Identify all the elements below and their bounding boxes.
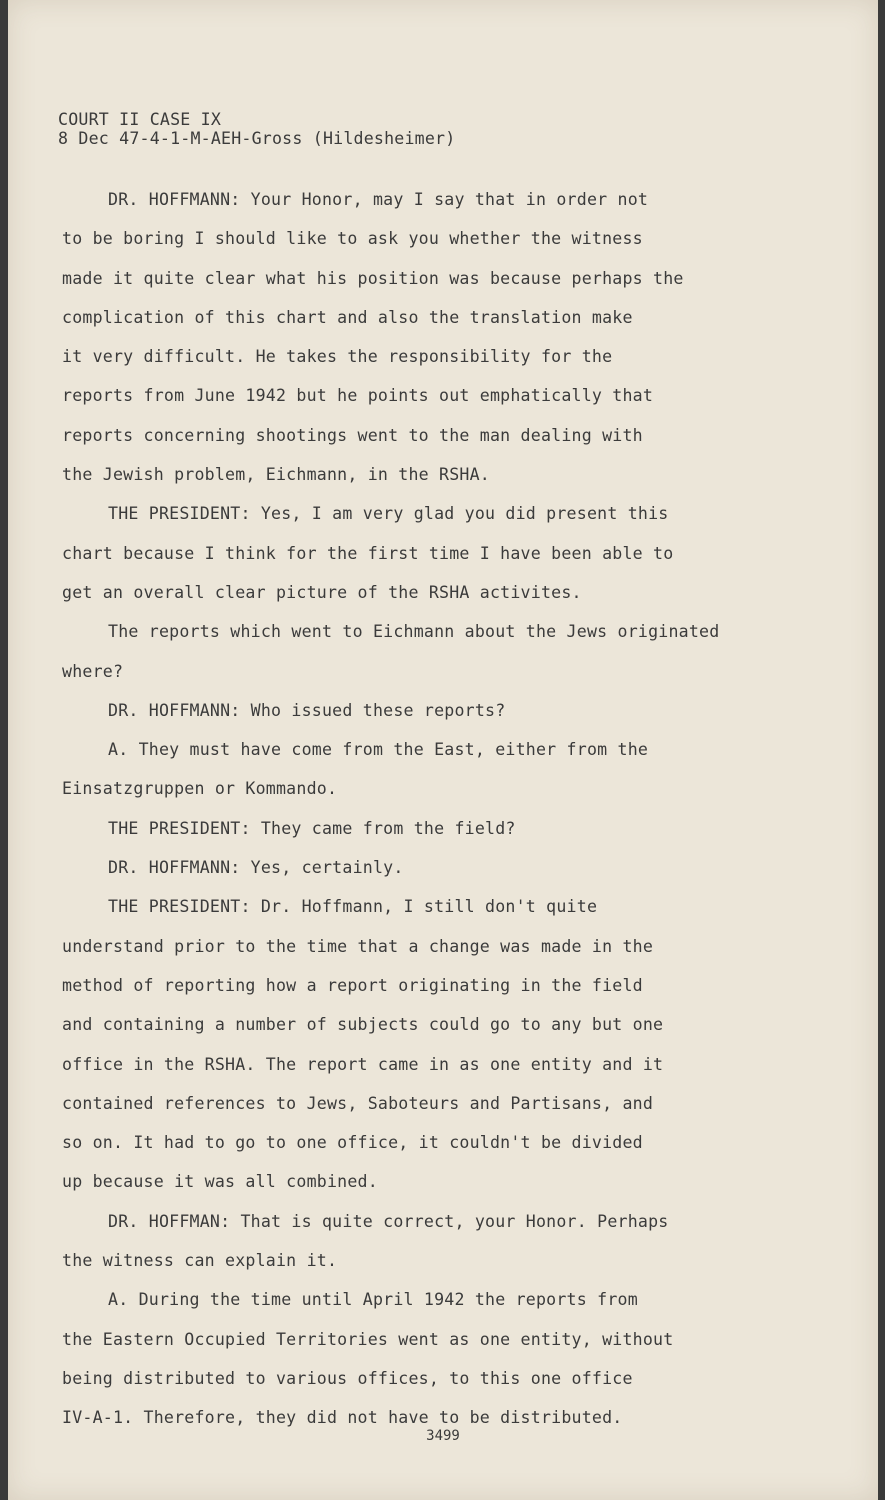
transcript-line: THE PRESIDENT: Dr. Hoffmann, I still don't quite <box>108 897 598 917</box>
transcript-line: A. During the time until April 1942 the reports from <box>108 1290 638 1310</box>
transcript-line: reports concerning shootings went to the man dealing with <box>62 425 643 445</box>
transcript-line: get an overall clear picture of the RSHA activites. <box>62 582 582 602</box>
transcript-line: the Jewish problem, Eichmann, in the RSHA. <box>62 465 490 485</box>
date-reference-line: 8 Dec 47-4-1-M-AEH-Gross (Hildesheimer) <box>58 129 456 148</box>
transcript-line: being distributed to various offices, to this one office <box>62 1368 633 1388</box>
transcript-line: The reports which went to Eichmann about the Jews originated <box>108 622 720 642</box>
transcript-line: made it quite clear what his position was because perhaps the <box>62 268 684 288</box>
document-header <box>58 110 455 148</box>
transcript-line: office in the RSHA. The report came in as one entity and it <box>62 1054 664 1074</box>
court-case-line: COURT II CASE IX <box>58 110 222 129</box>
transcript-line: DR. HOFFMAN: That is quite correct, your Honor. Perhaps <box>108 1211 669 1231</box>
transcript-line: method of reporting how a report originating in the field <box>62 975 643 995</box>
transcript-line: the Eastern Occupied Territories went as one entity, without <box>62 1329 674 1349</box>
transcript-line: A. They must have come from the East, either from the <box>108 740 649 760</box>
transcript-line: reports from June 1942 but he points out emphatically that <box>62 386 654 406</box>
transcript-line: THE PRESIDENT: They came from the field? <box>108 818 516 838</box>
transcript-line: DR. HOFFMANN: Who issued these reports? <box>108 700 506 720</box>
transcript-line: it very difficult. He takes the responsibility for the <box>62 347 613 367</box>
transcript-line: IV-A-1. Therefore, they did not have to be distributed. <box>62 1408 623 1428</box>
transcript-line: the witness can explain it. <box>62 1251 338 1271</box>
transcript-line: contained references to Jews, Saboteurs and Partisans, and <box>62 1093 654 1113</box>
transcript-line: where? <box>62 661 124 681</box>
transcript-line: so on. It had to go to one office, it couldn't be divided <box>62 1133 643 1153</box>
transcript-line: to be boring I should like to ask you whether the witness <box>62 229 643 249</box>
transcript-line: up because it was all combined. <box>62 1172 378 1192</box>
transcript-line: DR. HOFFMANN: Yes, certainly. <box>108 858 404 878</box>
transcript-line: Einsatzgruppen or Kommando. <box>62 779 338 799</box>
transcript-line: understand prior to the time that a change was made in the <box>62 936 654 956</box>
transcript-line: chart because I think for the first time I have been able to <box>62 543 674 563</box>
transcript-line: and containing a number of subjects could go to any but one <box>62 1015 664 1035</box>
transcript-body <box>62 180 719 1438</box>
transcript-line: complication of this chart and also the translation make <box>62 307 633 327</box>
transcript-line: DR. HOFFMANN: Your Honor, may I say that in order not <box>108 190 649 209</box>
document-page <box>8 0 878 1500</box>
page-number: 3499 <box>426 1428 460 1444</box>
transcript-line: THE PRESIDENT: Yes, I am very glad you did present this <box>108 504 669 524</box>
